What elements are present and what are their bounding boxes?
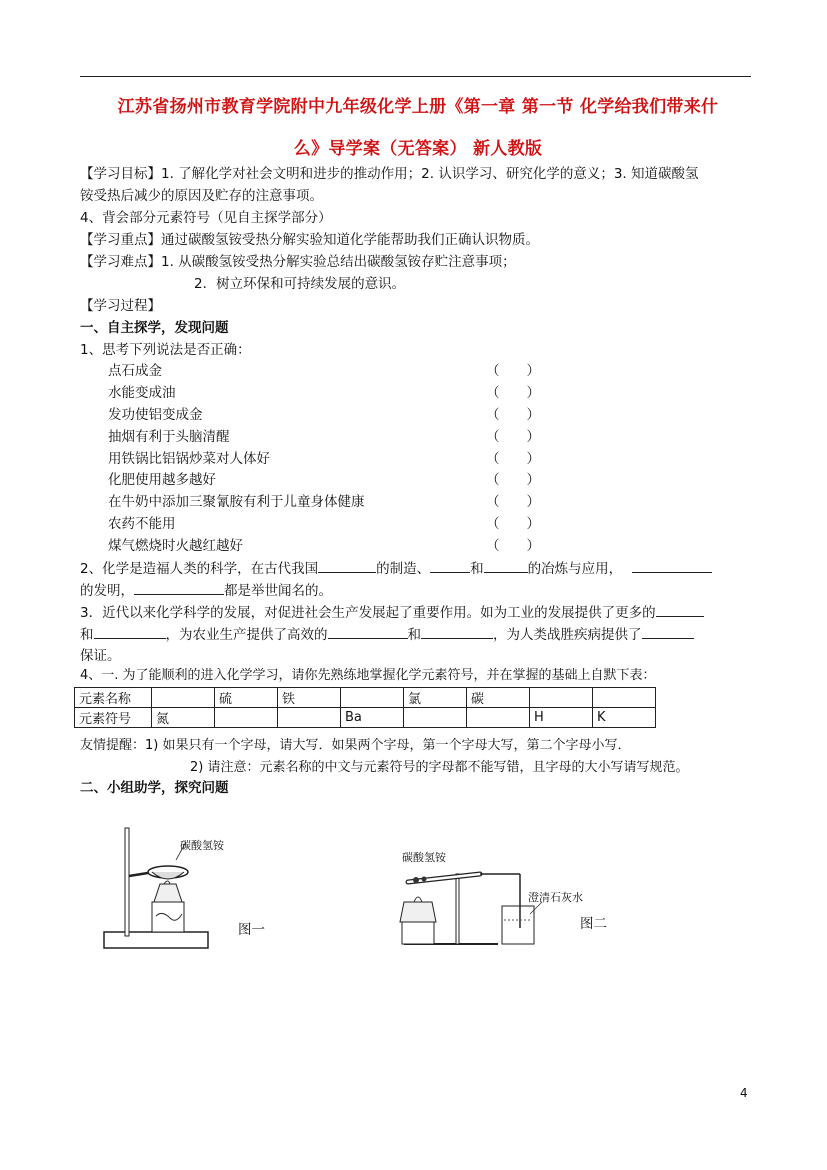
blank-q2-5[interactable] bbox=[134, 580, 224, 595]
blank-q3-5[interactable] bbox=[642, 624, 694, 639]
table-cell[interactable] bbox=[215, 708, 278, 728]
q3-line3: 保证。 bbox=[80, 648, 121, 664]
stand-rod-2 bbox=[456, 874, 459, 944]
fig2-reagent-label: 碳酸氢铵 bbox=[402, 851, 446, 864]
blank-q3-3[interactable] bbox=[328, 624, 408, 639]
blank-q2-4[interactable] bbox=[632, 558, 712, 573]
alcohol-lamp-2 bbox=[402, 922, 434, 944]
q2-line2: 的发明， 都是举世闻名的。 bbox=[80, 580, 332, 601]
statement-1: 点石成金 bbox=[108, 363, 162, 379]
doc-title-line1: 江苏省扬州市教育学院附中九年级化学上册《第一章 第一节 化学给我们带来什 bbox=[117, 97, 719, 117]
table-cell: 元素符号 bbox=[75, 708, 152, 728]
diff-label: 【学习难点】 bbox=[80, 254, 161, 270]
blank-q3-4[interactable] bbox=[421, 624, 493, 639]
answer-bracket-5[interactable]: （ ） bbox=[486, 451, 540, 467]
statement-7: 在牛奶中添加三聚氰胺有利于儿童身体健康 bbox=[108, 494, 365, 510]
table-cell[interactable] bbox=[467, 708, 530, 728]
answer-bracket-9[interactable]: （ ） bbox=[486, 538, 540, 554]
q3-line2: 和 ，为农业生产提供了高效的 和 ，为人类战胜疾病提供了 bbox=[80, 624, 694, 645]
key-label: 【学习重点】 bbox=[80, 232, 161, 248]
element-table bbox=[74, 687, 656, 728]
answer-bracket-3[interactable]: （ ） bbox=[486, 407, 540, 423]
goal-text1: 1. 了解化学对社会文明和进步的推动作用；2. 认识学习、研究化学的意义；3. 知道碳酸氢 bbox=[161, 166, 699, 182]
q2-line1: 2、化学是造福人类的科学，在古代我国 的制造、 和 的冶炼与应用， bbox=[80, 558, 712, 579]
blank-q2-3[interactable] bbox=[484, 558, 528, 573]
key-text: 通过碳酸氢铵受热分解实验知道化学能帮助我们正确认识物质。 bbox=[161, 232, 539, 248]
table-cell: 硫 bbox=[215, 688, 278, 708]
header-rule bbox=[80, 76, 751, 77]
fig1-caption: 图一 bbox=[238, 922, 265, 938]
statement-3: 发功使铝变成金 bbox=[108, 407, 203, 423]
fig2-limewater-label: 澄清石灰水 bbox=[528, 891, 583, 904]
statement-5: 用铁锅比铝锅炒菜对人体好 bbox=[108, 451, 270, 467]
diff-text1: 1. 从碳酸氢铵受热分解实验总结出碳酸氢铵存贮注意事项； bbox=[161, 254, 516, 270]
diff-line1 bbox=[80, 252, 516, 272]
answer-bracket-4[interactable]: （ ） bbox=[486, 429, 540, 445]
q4-prompt: 4、一. 为了能顺利的进入化学学习，请你先熟练地掌握化学元素符号，并在掌握的基础上自默下表： bbox=[80, 668, 656, 683]
answer-bracket-8[interactable]: （ ） bbox=[486, 516, 540, 532]
statement-2: 水能变成油 bbox=[108, 385, 176, 401]
diff-text2: 2．树立环保和可持续发展的意识。 bbox=[194, 276, 406, 292]
blank-q2-1[interactable] bbox=[318, 558, 376, 573]
element-symbol-row bbox=[75, 708, 656, 728]
statement-9: 煤气燃烧时火越红越好 bbox=[108, 538, 243, 554]
fig2-caption: 图二 bbox=[580, 916, 607, 932]
table-cell: 碳 bbox=[467, 688, 530, 708]
tip-line2: 2) 请注意：元素名称的中文与元素符号的字母都不能写错，且字母的大小写请写规范。 bbox=[190, 760, 689, 775]
answer-bracket-7[interactable]: （ ） bbox=[486, 494, 540, 510]
element-name-row bbox=[75, 688, 656, 708]
answer-bracket-1[interactable]: （ ） bbox=[486, 363, 540, 379]
table-cell[interactable] bbox=[593, 688, 656, 708]
statement-6: 化肥使用越多越好 bbox=[108, 472, 216, 488]
statement-4: 抽烟有利于头脑清醒 bbox=[108, 429, 230, 445]
goal-text3: 4、背会部分元素符号（见自主探学部分） bbox=[80, 210, 332, 226]
table-cell: 铁 bbox=[278, 688, 341, 708]
blank-q3-2[interactable] bbox=[94, 624, 166, 639]
beaker bbox=[502, 906, 534, 944]
doc-title-line2: 么》导学案（无答案） 新人教版 bbox=[293, 139, 543, 159]
table-cell: 元素名称 bbox=[75, 688, 152, 708]
table-cell: Ba bbox=[341, 708, 404, 728]
answer-bracket-2[interactable]: （ ） bbox=[486, 385, 540, 401]
goal-text2: 铵受热后减少的原因及贮存的注意事项。 bbox=[80, 188, 323, 204]
section1-heading: 一、自主探学，发现问题 bbox=[80, 320, 229, 336]
blank-q3-1[interactable] bbox=[656, 602, 704, 617]
answer-bracket-6[interactable]: （ ） bbox=[486, 472, 540, 488]
stand-rod bbox=[125, 828, 129, 936]
table-cell[interactable] bbox=[152, 688, 215, 708]
table-cell: 氯 bbox=[404, 688, 467, 708]
section2-heading: 二、小组助学，探究问题 bbox=[80, 780, 229, 796]
fig1-reagent-label: 碳酸氢铵 bbox=[180, 839, 224, 852]
stand-base bbox=[104, 932, 208, 948]
goal-line1 bbox=[80, 164, 699, 184]
q3-line1: 3．近代以来化学科学的发展，对促进社会生产发展起了重要作用。如为工业的发展提供了更多的 bbox=[80, 602, 704, 623]
table-cell[interactable] bbox=[341, 688, 404, 708]
table-cell: 氮 bbox=[152, 708, 215, 728]
statement-8: 农药不能用 bbox=[108, 516, 176, 532]
table-cell[interactable] bbox=[404, 708, 467, 728]
table-cell: H bbox=[530, 708, 593, 728]
table-cell: K bbox=[593, 708, 656, 728]
goal-label: 【学习目标】 bbox=[80, 166, 161, 182]
key-line bbox=[80, 230, 539, 250]
table-cell[interactable] bbox=[278, 708, 341, 728]
process-label: 【学习过程】 bbox=[80, 298, 161, 314]
tip-line1: 友情提醒：1) 如果只有一个字母，请大写．如果两个字母，第一个字母大写，第二个字母小写． bbox=[80, 738, 631, 753]
alcohol-lamp bbox=[152, 902, 184, 932]
table-cell[interactable] bbox=[530, 688, 593, 708]
blank-q2-2[interactable] bbox=[430, 558, 470, 573]
q1-prompt: 1、思考下列说法是否正确： bbox=[80, 342, 251, 358]
page-number: 4 bbox=[740, 1086, 748, 1100]
